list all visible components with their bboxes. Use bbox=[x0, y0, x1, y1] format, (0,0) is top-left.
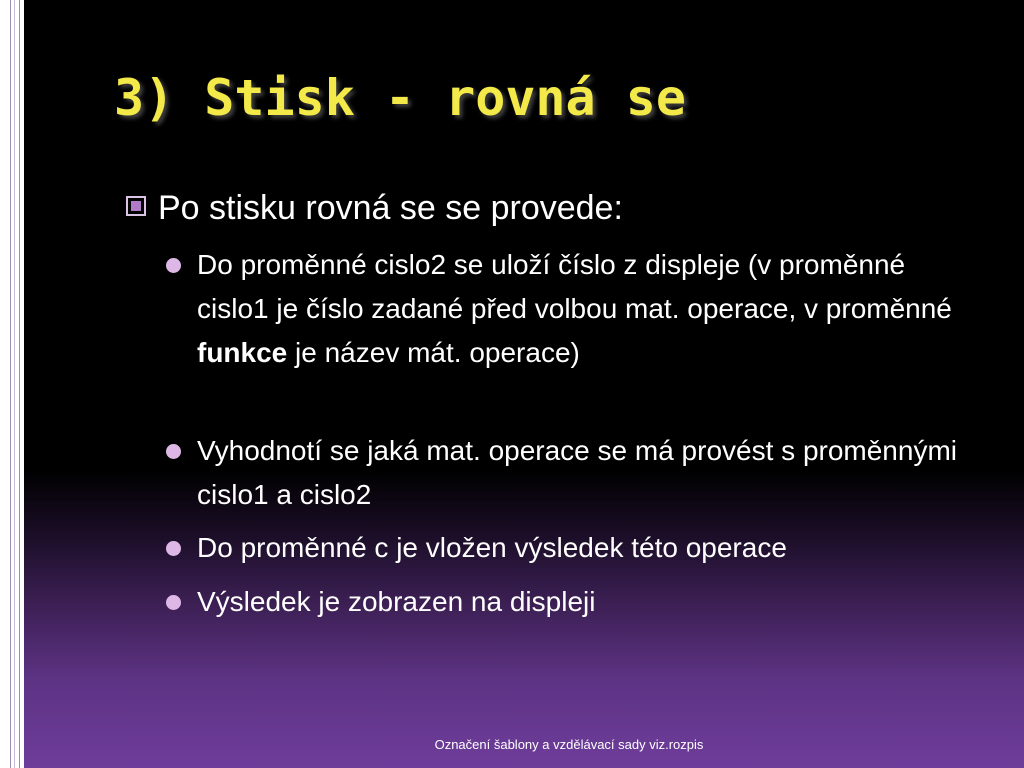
circle-bullet-icon bbox=[166, 444, 181, 459]
circle-bullet-icon bbox=[166, 541, 181, 556]
slide-footer: Označení šablony a vzdělávací sady viz.rozpis bbox=[434, 737, 704, 752]
list-item: Vyhodnotí se jaká mat. operace se má provést s proměnnými cislo1 a cislo2 bbox=[197, 435, 957, 510]
list-item-bold-text: funkce bbox=[197, 337, 288, 368]
slide-title: 3) Stisk - rovná se bbox=[114, 69, 686, 127]
list-item-text: Do proměnné cislo2 se uloží číslo z displeje (v proměnné cislo1 je číslo zadané před volbou mat. operace, v proměnné bbox=[197, 249, 952, 324]
square-bullet-icon bbox=[126, 196, 146, 216]
circle-bullet-icon bbox=[166, 595, 181, 610]
list-item: Do proměnné c je vložen výsledek této operace bbox=[197, 532, 787, 563]
level1-bullet-text: Po stisku rovná se se provede: bbox=[158, 189, 623, 227]
list-item-text: je název mát. operace) bbox=[287, 337, 580, 368]
list-item: Výsledek je zobrazen na displeji bbox=[197, 586, 596, 617]
list-item bbox=[197, 243, 967, 375]
circle-bullet-icon bbox=[166, 258, 181, 273]
